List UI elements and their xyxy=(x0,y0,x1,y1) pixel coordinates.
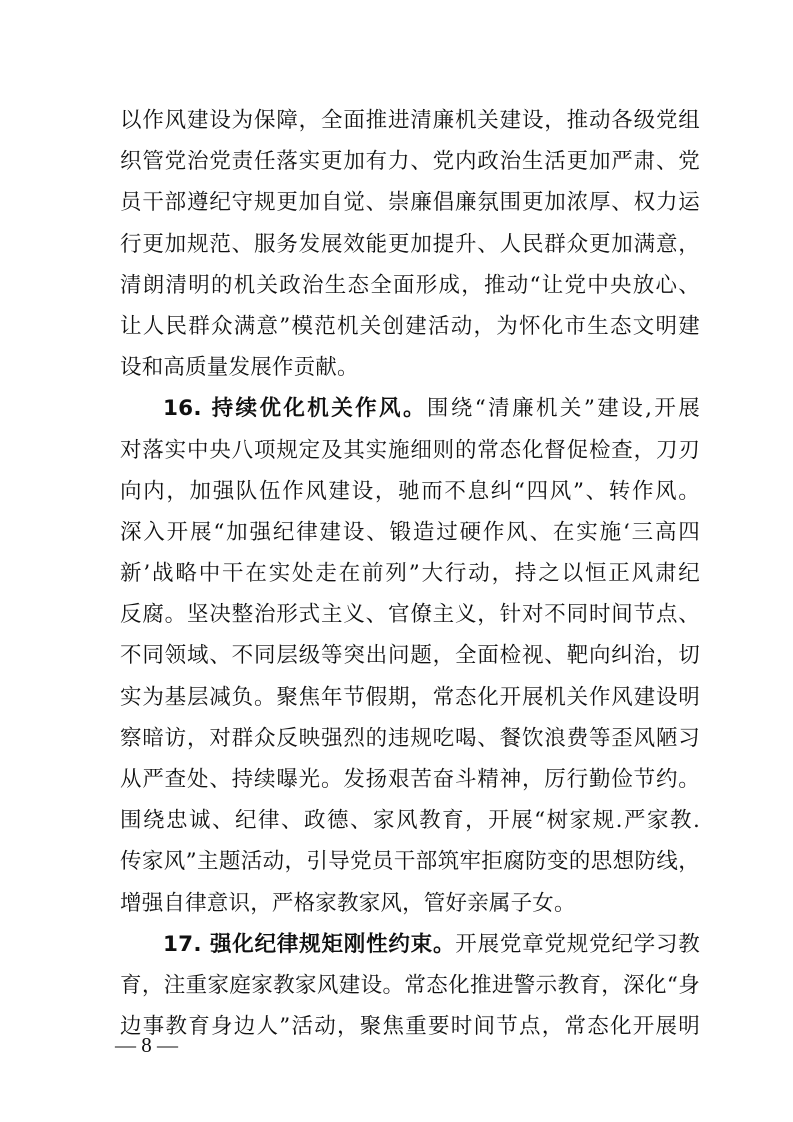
text-line: 对落实中央八项规定及其实施细则的常态化督促检查，刀刃 xyxy=(120,437,700,463)
text-line: 增强自律意识，严格家教家风，管好亲属子女。 xyxy=(120,890,576,916)
text-line: 以作风建设为保障，全面推进清廉机关建设，推动各级党组 xyxy=(120,108,700,133)
text-line: 行更加规范、服务发展效能更加提升、人民群众更加满意， xyxy=(120,231,700,257)
text-line: 让人民群众满意”模范机关创建活动，为怀化市生态文明建 xyxy=(120,313,700,339)
text-line: 深入开展“加强纪律建设、锻造过硬作风、在实施‘三高四 xyxy=(120,519,700,545)
item-17-heading: 17. 强化纪律规矩刚性约束。 xyxy=(163,931,456,957)
document-body xyxy=(120,100,700,1047)
paragraph-intro xyxy=(120,100,700,388)
paragraph-item-17 xyxy=(120,924,700,1048)
text-line: 育，注重家庭家教家风建设。常态化推进警示教育，深化“身 xyxy=(120,972,700,998)
item-16-first-line xyxy=(120,388,700,429)
text-line: 向内，加强队伍作风建设，驰而不息纠“四风”、转作风。 xyxy=(120,478,700,504)
text-line: 新’战略中干在实处走在前列”大行动，持之以恒正风肃纪 xyxy=(120,561,700,587)
item-16-heading: 16. 持续优化机关作风。 xyxy=(163,396,427,422)
text-line: 设和高质量发展作贡献。 xyxy=(120,355,359,381)
text-line: 不同领域、不同层级等突出问题，全面检视、靶向纠治，切 xyxy=(120,643,700,669)
text-line: 边事教育身边人”活动，聚焦重要时间节点，常态化开展明 xyxy=(120,1014,700,1040)
paragraph-item-16 xyxy=(120,388,700,923)
page-number: — 8 — xyxy=(115,1033,178,1057)
text-line: 织管党治党责任落实更加有力、党内政治生活更加严肃、党 xyxy=(120,149,700,175)
text-line: 从严查处、持续曝光。发扬艰苦奋斗精神，厉行勤俭节约。 xyxy=(120,767,700,792)
item-17-first-line xyxy=(120,924,700,965)
item-16-first-line-rest: 围绕“清廉机关”建设,开展 xyxy=(426,396,700,422)
text-line: 清朗清明的机关政治生态全面形成，推动“让党中央放心、 xyxy=(120,272,700,298)
text-line: 传家风”主题活动，引导党员干部筑牢拒腐防变的思想防线， xyxy=(120,849,700,875)
text-line: 围绕忠诚、纪律、政德、家风教育，开展“树家规.严家教. xyxy=(120,808,700,834)
text-line: 反腐。坚决整治形式主义、官僚主义，针对不同时间节点、 xyxy=(120,602,700,628)
text-line: 察暗访，对群众反映强烈的违规吃喝、餐饮浪费等歪风陋习 xyxy=(120,725,700,751)
text-line: 实为基层减负。聚焦年节假期，常态化开展机关作风建设明 xyxy=(120,684,700,710)
text-line: 员干部遵纪守规更加自觉、崇廉倡廉氛围更加浓厚、权力运 xyxy=(120,190,700,216)
item-17-first-line-rest: 开展党章党规党纪学习教 xyxy=(455,931,701,957)
